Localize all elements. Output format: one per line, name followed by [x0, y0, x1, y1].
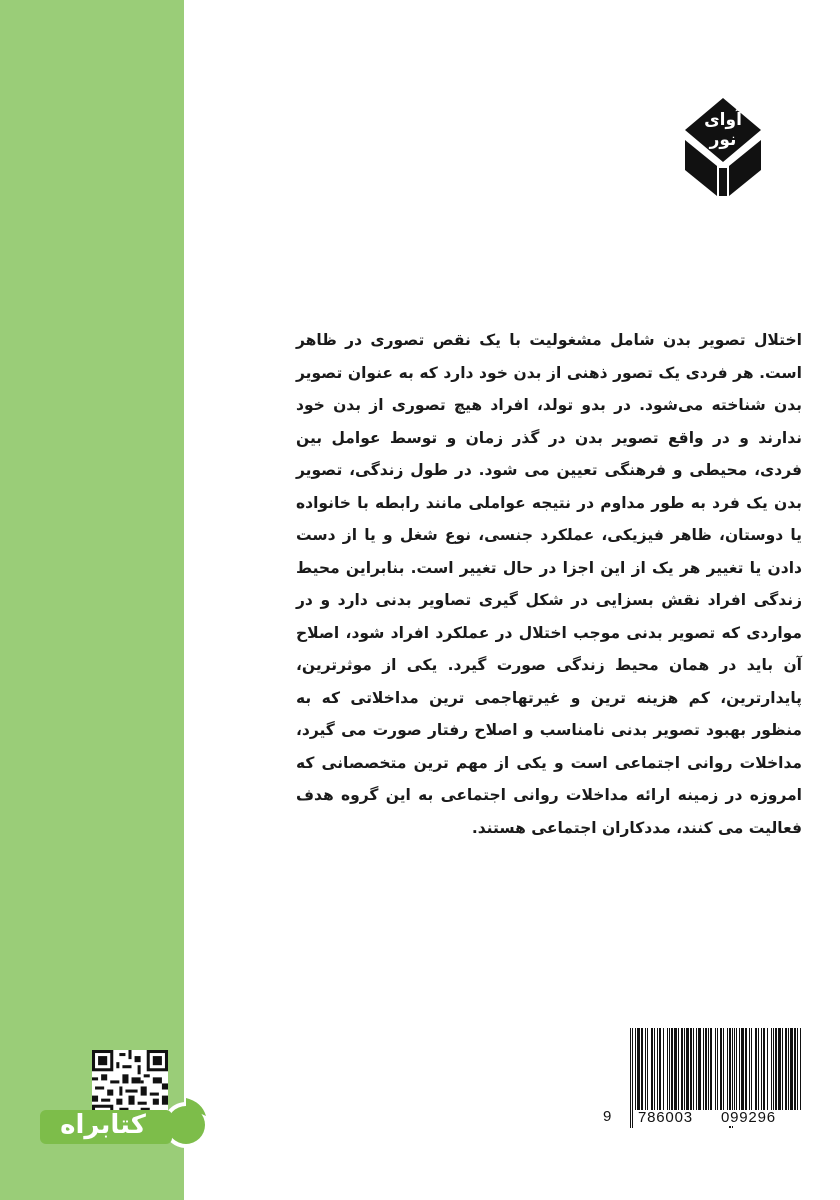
- barcode-bar: [788, 1028, 789, 1110]
- barcode-bar: [635, 1028, 636, 1110]
- barcode-bar: [758, 1028, 759, 1110]
- barcode-bar: [645, 1028, 646, 1110]
- barcode-bar: [763, 1028, 765, 1110]
- barcode-bar: [659, 1028, 661, 1110]
- barcode-bar: [767, 1028, 768, 1110]
- barcode-bar: [708, 1028, 709, 1110]
- barcode-bar: [745, 1028, 747, 1110]
- barcode-bar: [657, 1028, 658, 1110]
- barcode-bar: [785, 1028, 787, 1110]
- barcode-bar: [717, 1028, 718, 1110]
- barcode-bar: [761, 1028, 762, 1110]
- barcode-bar: [755, 1028, 757, 1110]
- barcode-bar: [703, 1028, 704, 1110]
- barcode-bar: [651, 1028, 653, 1110]
- barcode-bar: [727, 1028, 728, 1110]
- barcode-bar: [736, 1028, 737, 1110]
- barcode-bar: [684, 1028, 685, 1110]
- barcode-bar: [797, 1028, 798, 1110]
- barcode-bar: [720, 1028, 722, 1110]
- barcode-digits-middle: 786003: [638, 1109, 693, 1126]
- store-name: کتابراه: [60, 1110, 146, 1140]
- barcode-bar: [715, 1028, 716, 1110]
- barcode-bar: [693, 1028, 694, 1110]
- synopsis-text: اختلال تصویر بدن شامل مشغولیت با یک نقص تصوری در ظاهر است. هر فردی یک تصور ذهنی از بدن خود دارد که به عنوان تصویر بدن شناخته می‌شود. در بدو تولد، افراد هیچ تصوری از بدن خود ندارند و در واقع تصویر بدن در گذر زمان و توسط عوامل بین فردی، محیطی و فرهنگی تعیین می شود. در طول زندگی، تصویر بدن یک فرد به طور مداوم در نتیجه عواملی مانند رابطه با خانواده یا دوستان، ظاهر فیزیکی، عملکرد جنسی، نوع شغل و یا از دست دادن یا تغییر هر یک از این اجزا در حال تغییر است. بنابراین محیط زندگی افراد نقش بسزایی در شکل گیری تصاویر بدنی دارد و در مواردی که تصویر بدنی موجب اختلال در عملکرد افراد شود، اصلاح آن باید در همان محیط زندگی صورت گیرد. یکی از موثرترین، پایدارترین، کم هزینه ترین و غیرتهاجمی ترین مداخلاتی که به منظور بهبود تصویر بدنی نامناسب و اصلاح رفتار صورت می گیرد، مداخلات روانی اجتماعی است و یکی از مهم ترین متخصصانی که امروزه در زمینه ارائه مداخلات روانی اجتماعی به این گروه هدف فعالیت می کنند، مددکاران اجتماعی هستند.: [296, 331, 802, 837]
- barcode-bar: [723, 1028, 724, 1110]
- barcode-bar: [686, 1028, 689, 1110]
- barcode-bar: [637, 1028, 640, 1110]
- barcode-digit-first: 9: [603, 1108, 612, 1125]
- barcode-bar: [749, 1028, 750, 1110]
- barcode-bar: [671, 1028, 673, 1110]
- green-side-strip: [0, 0, 184, 1200]
- barcode-bar: [778, 1028, 781, 1110]
- barcode-bar: [698, 1028, 701, 1110]
- barcode-bar: [739, 1028, 740, 1110]
- barcode-bar: [705, 1028, 707, 1110]
- barcode-bar: [771, 1028, 772, 1110]
- barcode-bar: [741, 1028, 744, 1110]
- isbn-barcode: [600, 1022, 806, 1132]
- barcode-bar: [690, 1028, 692, 1110]
- barcode-bar: [696, 1028, 697, 1110]
- barcode-bar: [734, 1028, 735, 1110]
- barcode-bar: [773, 1028, 774, 1110]
- barcode-bar: [667, 1028, 668, 1110]
- barcode-bar: [630, 1028, 631, 1128]
- barcode-bar: [654, 1028, 655, 1110]
- barcode-bar: [669, 1028, 670, 1110]
- barcode-digits-last: 099296: [721, 1109, 776, 1126]
- barcode-bar: [647, 1028, 648, 1110]
- barcode-bar: [775, 1028, 777, 1110]
- publisher-logo: [683, 96, 763, 198]
- publisher-logo-line1: آوای: [704, 110, 742, 130]
- barcode-bar: [751, 1028, 752, 1110]
- barcode-bar: [663, 1028, 664, 1110]
- barcode-bar: [710, 1028, 712, 1110]
- barcode-bar: [674, 1028, 677, 1110]
- barcode-bar: [681, 1028, 683, 1110]
- barcode-bar: [641, 1028, 643, 1110]
- publisher-logo-line2: نور: [709, 130, 737, 150]
- barcode-bar: [632, 1028, 633, 1128]
- barcode-bar: [678, 1028, 679, 1110]
- barcode-bar: [782, 1028, 783, 1110]
- barcode-bar: [794, 1028, 796, 1110]
- barcode-bar: [800, 1028, 801, 1110]
- barcode-bar: [790, 1028, 793, 1110]
